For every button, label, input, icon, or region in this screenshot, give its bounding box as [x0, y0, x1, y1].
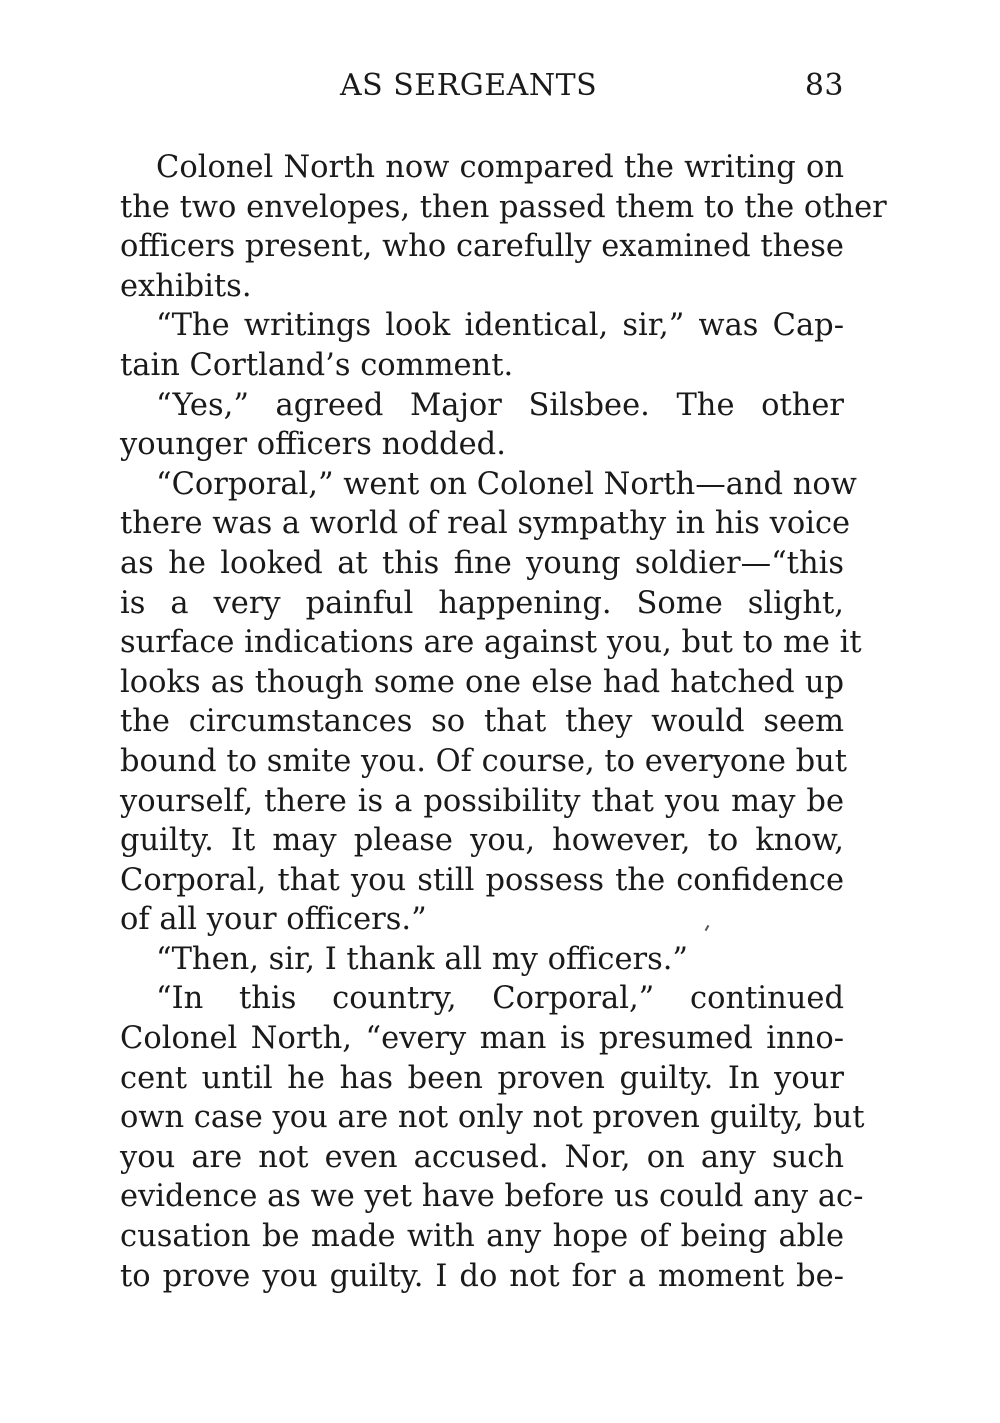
text-line: own case you are not only not proven guilty, but: [120, 1100, 865, 1136]
text-line: Colonel North now compared the writing on: [156, 150, 844, 185]
text-line: bound to smite you. Of course, to everyone but: [120, 743, 848, 779]
page-number: 83: [804, 68, 844, 103]
text-line: guilty. It may please you, however, to know,: [120, 823, 844, 859]
text-line: “Then, sir, I thank all my officers.”: [156, 941, 689, 977]
running-head: [120, 66, 844, 106]
text-line: you are not even accused. Nor, on any such: [120, 1139, 844, 1175]
text-line: tain Cortland’s comment.: [120, 347, 514, 383]
text-line: cent until he has been proven guilty. In your: [120, 1060, 844, 1096]
text-line: the two envelopes, then passed them to the other: [120, 189, 887, 225]
text-line: “Corporal,” went on Colonel North—and now: [156, 466, 857, 502]
running-title: AS SERGEANTS: [340, 68, 598, 103]
body-text: [120, 148, 887, 1296]
text-line: cusation be made with any hope of being able: [120, 1219, 844, 1255]
text-line: Corporal, that you still possess the confidence: [120, 862, 844, 898]
text-line: “In this country, Corporal,” continued: [156, 981, 844, 1017]
text-line: evidence as we yet have before us could any ac-: [120, 1179, 864, 1215]
text-line: as he looked at this fine young soldier—“this: [120, 545, 844, 581]
text-line: younger officers nodded.: [120, 427, 506, 463]
text-line: to prove you guilty. I do not for a moment be-: [120, 1258, 844, 1294]
text-line: “The writings look identical, sir,” was Cap-: [156, 308, 844, 344]
text-line: of all your officers.”: [120, 902, 427, 938]
text-line: there was a world of real sympathy in his voice: [120, 506, 851, 542]
text-line: looks as though some one else had hatched up: [120, 664, 844, 700]
text-line: exhibits.: [120, 268, 252, 304]
text-line: yourself, there is a possibility that you may be: [120, 783, 844, 819]
text-line: Colonel North, “every man is presumed inno-: [120, 1021, 844, 1057]
text-line: officers present, who carefully examined these: [120, 229, 844, 265]
text-line: is a very painful happening. Some slight,: [120, 585, 844, 621]
text-line: “Yes,” agreed Major Silsbee. The other: [156, 387, 844, 423]
text-line: surface indications are against you, but to me it: [120, 625, 862, 661]
text-line: the circumstances so that they would seem: [120, 704, 844, 740]
